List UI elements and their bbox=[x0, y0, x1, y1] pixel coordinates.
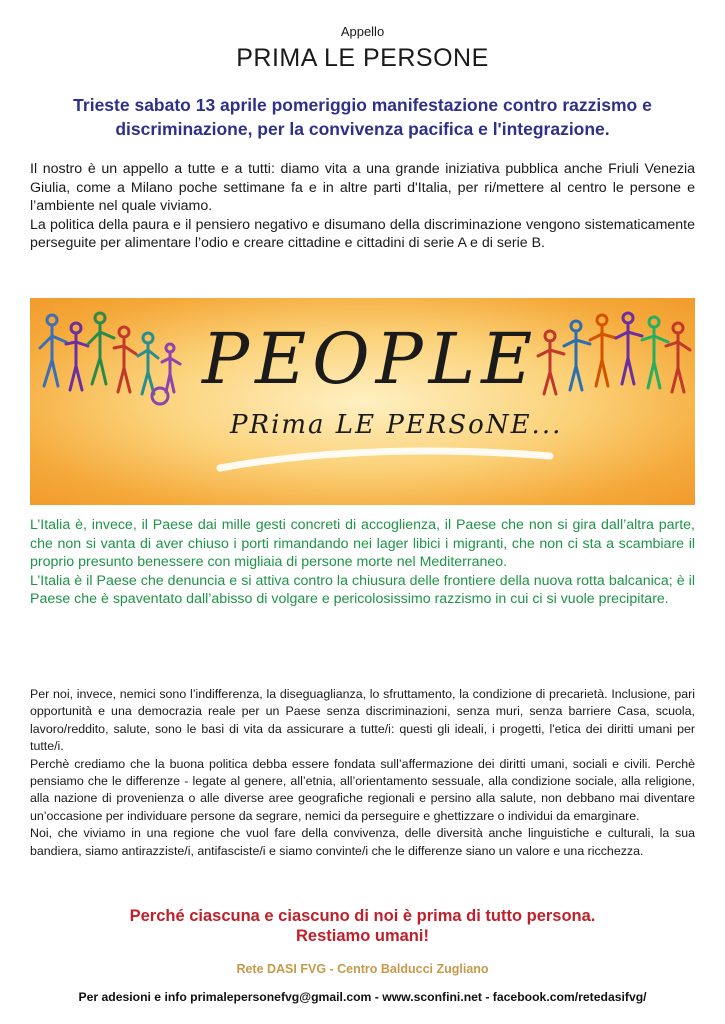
page-title: PRIMA LE PERSONE bbox=[236, 44, 489, 72]
closing-statement bbox=[0, 906, 725, 946]
body-paragraph: Per noi, invece, nemici sono l’indifferenza, la diseguaglianza, lo sfruttamento, la condizione di precarietà. Inclusione, pari opportunità e una democrazia reale per un Paese senza discriminazioni, senza muri, senza barriere Casa, scuola, lavoro/reddito, salute, sono le basi di vita da assicurare a tutte/i: questi gli ideali, i progetti, l'etica dei diritti umani per tutte/i. Perchè crediamo che la buona politica debba essere fondata sull’affermazione dei diritti umani, sociali e civili. Perchè pensiamo che le differenze - legate al genere, all’etnia, all’orientamento sessuale, alla condizione sociale, alla religione, alla nazione di provenienza o alle diverse aree geografiche regionali e persino alla salute, non debbano mai diventare un’occasione per individuare persone da segrare, nemici da perseguire e ghettizzare o individui da emarginare. Noi, che viviamo in una regione che vuol fare della convivenza, delle diversità anche linguistiche e culturali, la sua bandiera, siamo antirazziste/i, antifasciste/i e siamo convinte/i che le differenze siano un valore e una ricchezza. bbox=[30, 687, 695, 858]
contact-info: Per adesioni e info primalepersonefvg@gmail.com - www.sconfini.net - facebook.com/retedasifvg/ bbox=[78, 990, 647, 1004]
people-banner-image bbox=[30, 298, 695, 505]
closing-line-1: Perché ciascuna e ciascuno di noi è prima di tutto persona. bbox=[129, 907, 596, 925]
closing-line-2: Restiamo umani! bbox=[296, 927, 429, 945]
intro-paragraph: Il nostro è un appello a tutte e a tutti: diamo vita a una grande iniziativa pubblica anche Friuli Venezia Giulia, come a Milano poche settimane fa e in altre parti d'Italia, per ri/mettere al centro le persone e l’ambiente nel quale viviamo. La politica della paura e il pensiero negativo e disumano della discriminazione vengono sistematicamente perseguite per alimentare l’odio e creare cittadine e cittadini di serie A e di serie B. bbox=[30, 161, 695, 252]
italia-paragraph: L’Italia è, invece, il Paese dai mille gesti concreti di accoglienza, il Paese che non si gira dall’altra parte, che non si vanta di aver chiuso i porti rimandando nei lager libici i migranti, che non ci sta a scambiare il proprio presunto benessere con migliaia di persone morte nel Mediterraneo. L’Italia è il Paese che denuncia e si attiva contro la chiusura delle frontiere della nuova rotta balcanica; è il Paese che è spaventato dall’abisso di volgare e pericolosissimo razzismo in cui ci si vuole precipitare. bbox=[30, 517, 695, 608]
banner-people-word: PEOPLE bbox=[202, 318, 539, 400]
event-subtitle: Trieste sabato 13 aprile pomeriggio manifestazione contro razzismo e discriminazione, per la convivenza pacifica e l'integrazione. bbox=[73, 95, 652, 139]
banner-prima-le-persone: PRima LE PERSoNE... bbox=[230, 410, 563, 440]
header-kicker: Appello bbox=[340, 24, 385, 39]
organizer-credit: Rete DASI FVG - Centro Balducci Zugliano bbox=[236, 962, 489, 976]
